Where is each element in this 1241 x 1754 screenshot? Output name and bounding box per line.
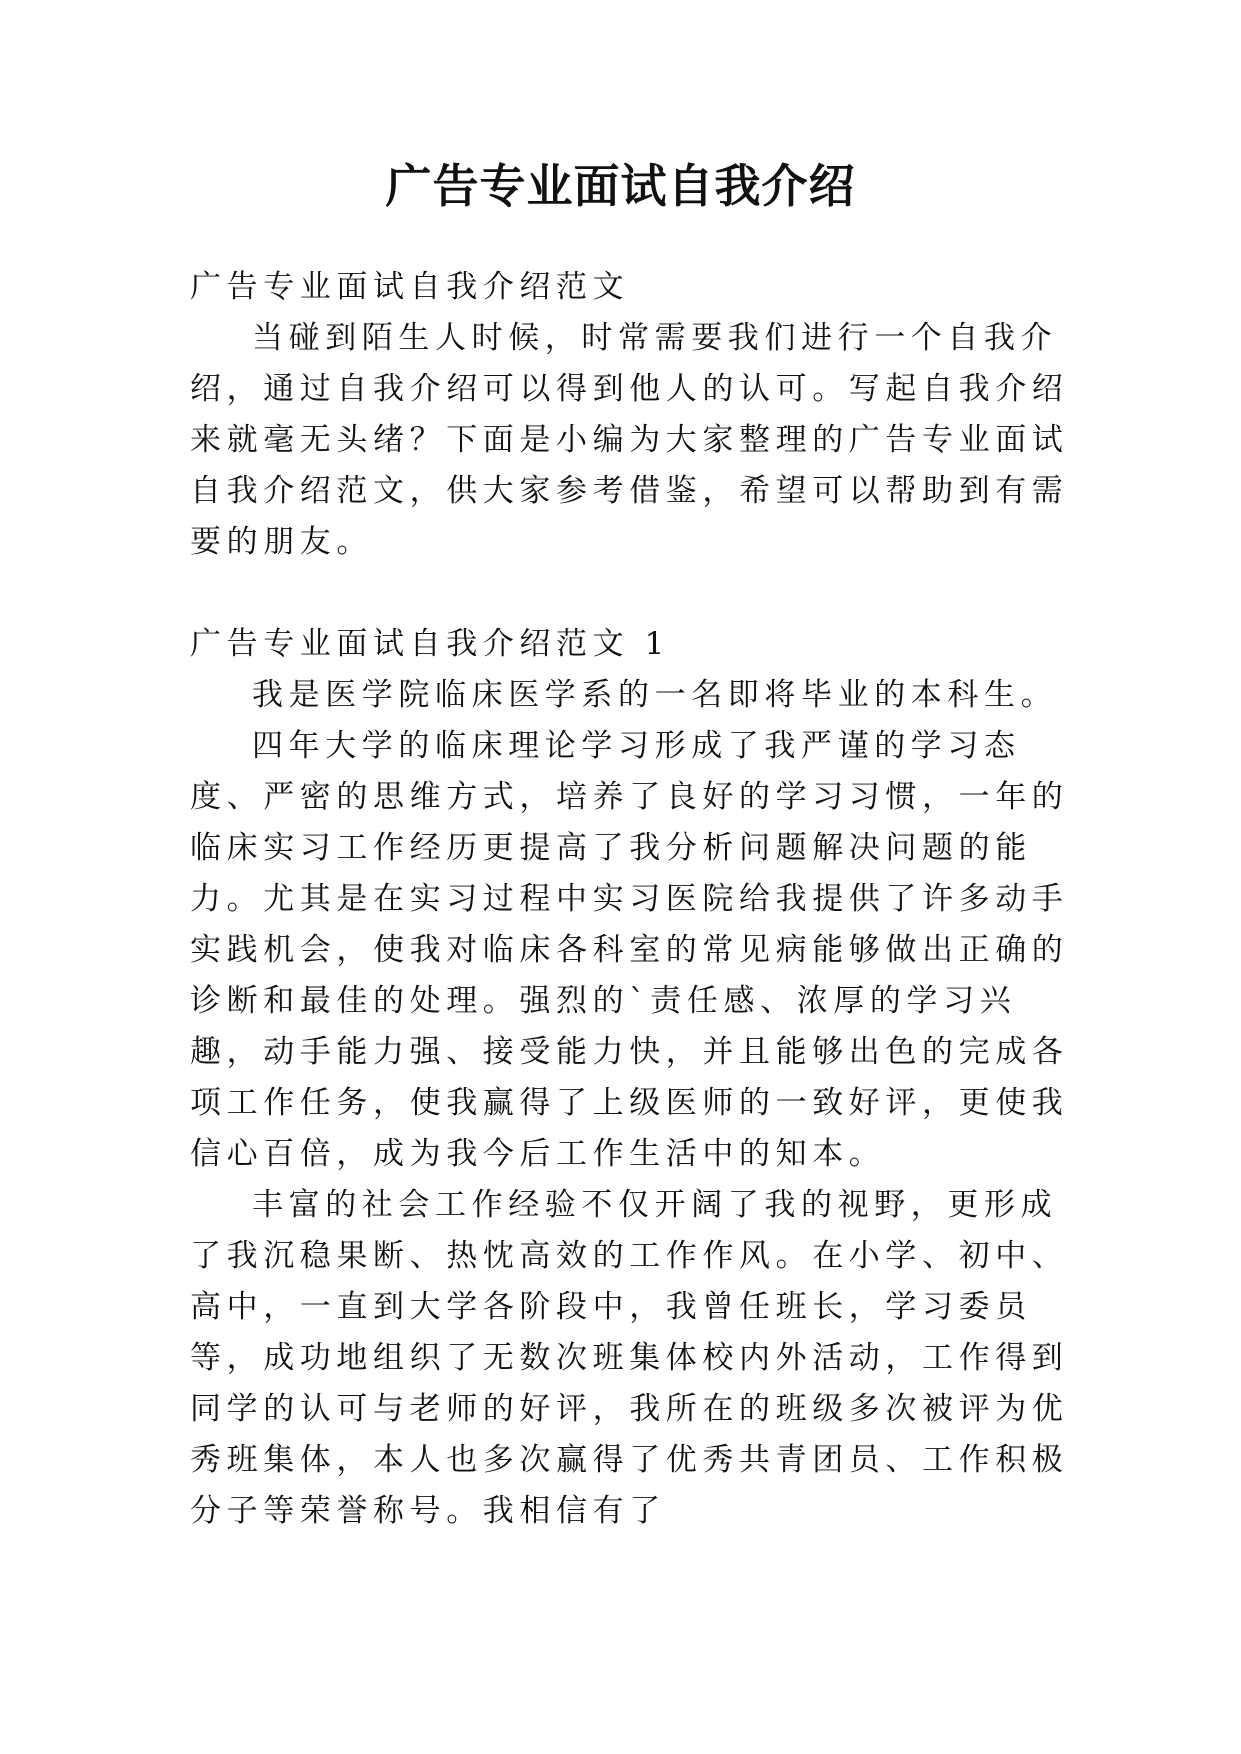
document-body <box>190 262 1070 1537</box>
section-heading-numbered: 广告专业面试自我介绍范文 1 <box>190 626 670 662</box>
body-paragraph: 我是医学院临床医学系的一名即将毕业的本科生。 <box>252 677 1058 713</box>
section-heading: 广告专业面试自我介绍范文 <box>190 269 630 305</box>
body-paragraph: 丰富的社会工作经验不仅开阔了我的视野，更形成了我沉稳果断、热忱高效的工作作风。在小学、初中、高中，一直到大学各阶段中，我曾任班长，学习委员等，成功地组织了无数次班集体校内外活动，工作得到同学的认可与老师的好评，我所在的班级多次被评为优秀班集体，本人也多次赢得了优秀共青团员、工作积极分子等荣誉称号。我相信有了 <box>190 1187 1069 1529</box>
section-spacer <box>190 568 1070 619</box>
body-paragraph: 四年大学的临床理论学习形成了我严谨的学习态度、严密的思维方式，培养了良好的学习习惯，一年的临床实习工作经历更提高了我分析问题解决问题的能力。尤其是在实习过程中实习医院给我提供了许多动手实践机会，使我对临床各科室的常见病能够做出正确的诊断和最佳的处理。强烈的`责任感、浓厚的学习兴趣，动手能力强、接受能力快，并且能够出色的完成各项工作任务，使我赢得了上级医师的一致好评，更使我信心百倍，成为我今后工作生活中的知本。 <box>190 728 1069 1172</box>
intro-paragraph: 当碰到陌生人时候，时常需要我们进行一个自我介绍，通过自我介绍可以得到他人的认可。写起自我介绍来就毫无头绪？下面是小编为大家整理的广告专业面试自我介绍范文，供大家参考借鉴，希望可以帮助到有需要的朋友。 <box>190 320 1069 560</box>
document-title: 广告专业面试自我介绍 <box>385 159 856 213</box>
